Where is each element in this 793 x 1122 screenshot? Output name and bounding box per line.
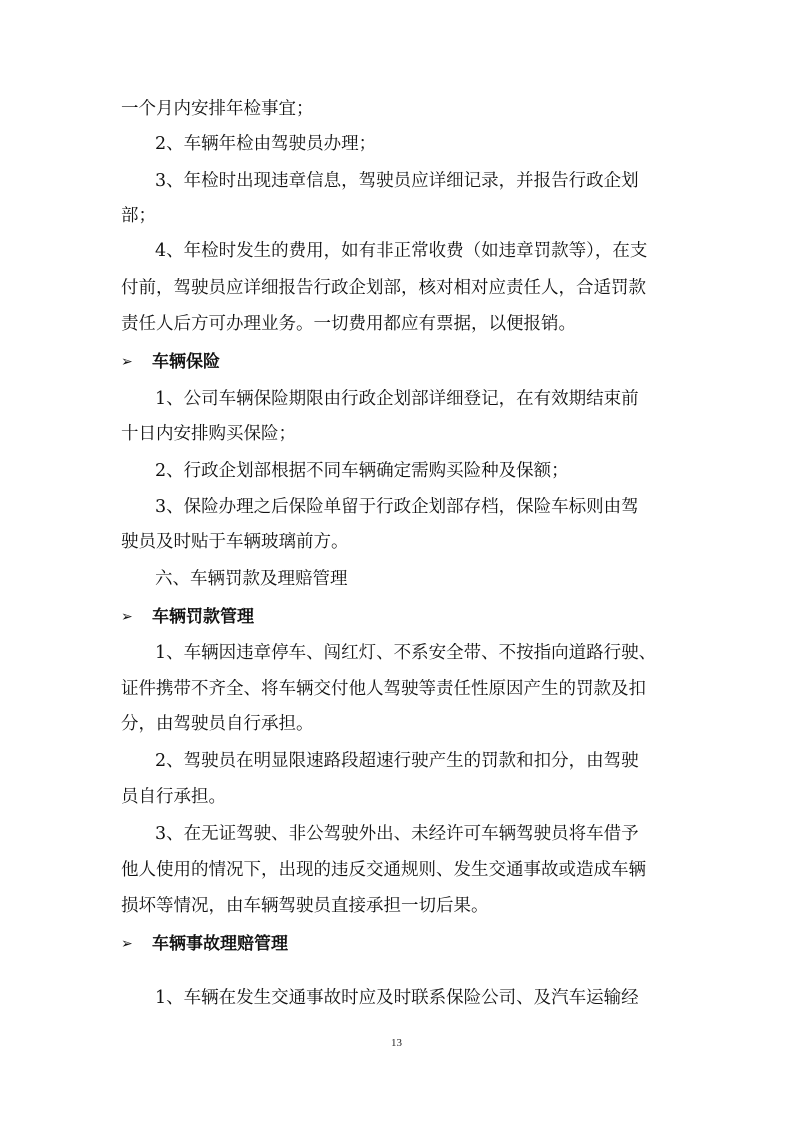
text-line: 3、保险办理之后保险单留于行政企划部存档，保险车标则由驾 [155,497,639,517]
text-line: 分，由驾驶员自行承担。 [121,714,314,734]
text-line: 损坏等情况，由车辆驾驶员直接承担一切后果。 [121,896,489,916]
page-number: 13 [391,1037,402,1049]
text-line: 付前，驾驶员应详细报告行政企划部，核对相对应责任人，合适罚款 [121,278,646,298]
text-line: 2、行政企划部根据不同车辆确定需购买险种及保额； [155,461,569,481]
text-line: 3、在无证驾驶、非公驾驶外出、未经许可车辆驾驶员将车借予 [155,824,639,844]
text-line: 1、车辆因违章停车、闯红灯、不系安全带、不按指向道路行驶、 [155,643,657,663]
arrow-bullet-icon: ➢ [121,609,133,625]
text-line: 驶员及时贴于车辆玻璃前方。 [121,532,349,552]
section-title-fines-claims: 六、车辆罚款及理赔管理 [155,569,348,589]
text-line: 1、车辆在发生交通事故时应及时联系保险公司、及汽车运输经 [155,988,639,1008]
text-line: 2、驾驶员在明显限速路段超速行驶产生的罚款和扣分，由驾驶 [155,751,639,771]
section-heading-vehicle-fines: ➢ 车辆罚款管理 [0,602,793,632]
text-line: 证件携带不齐全、将车辆交付他人驾驶等责任性原因产生的罚款及扣 [121,679,646,699]
text-line: 2、车辆年检由驾驶员办理； [155,134,377,154]
text-line: 员自行承担。 [121,787,226,807]
section-heading-vehicle-insurance: ➢ 车辆保险 [0,347,793,377]
text-line: 一个月内安排年检事宜； [121,99,314,119]
section-heading-accident-claims: ➢ 车辆事故理赔管理 [0,929,793,959]
text-line: 十日内安排购买保险； [121,424,296,444]
text-line: 部； [121,206,156,226]
text-line: 1、公司车辆保险期限由行政企划部详细登记，在有效期结束前 [155,389,639,409]
text-line: 4、年检时发生的费用，如有非正常收费（如违章罚款等），在支 [155,241,648,261]
text-line: 3、年检时出现违章信息，驾驶员应详细记录，并报告行政企划 [155,171,639,191]
text-line: 责任人后方可办理业务。一切费用都应有票据，以便报销。 [121,314,576,334]
arrow-bullet-icon: ➢ [121,354,133,370]
text-line: 他人使用的情况下，出现的违反交通规则、发生交通事故或造成车辆 [121,860,646,880]
arrow-bullet-icon: ➢ [121,936,133,952]
